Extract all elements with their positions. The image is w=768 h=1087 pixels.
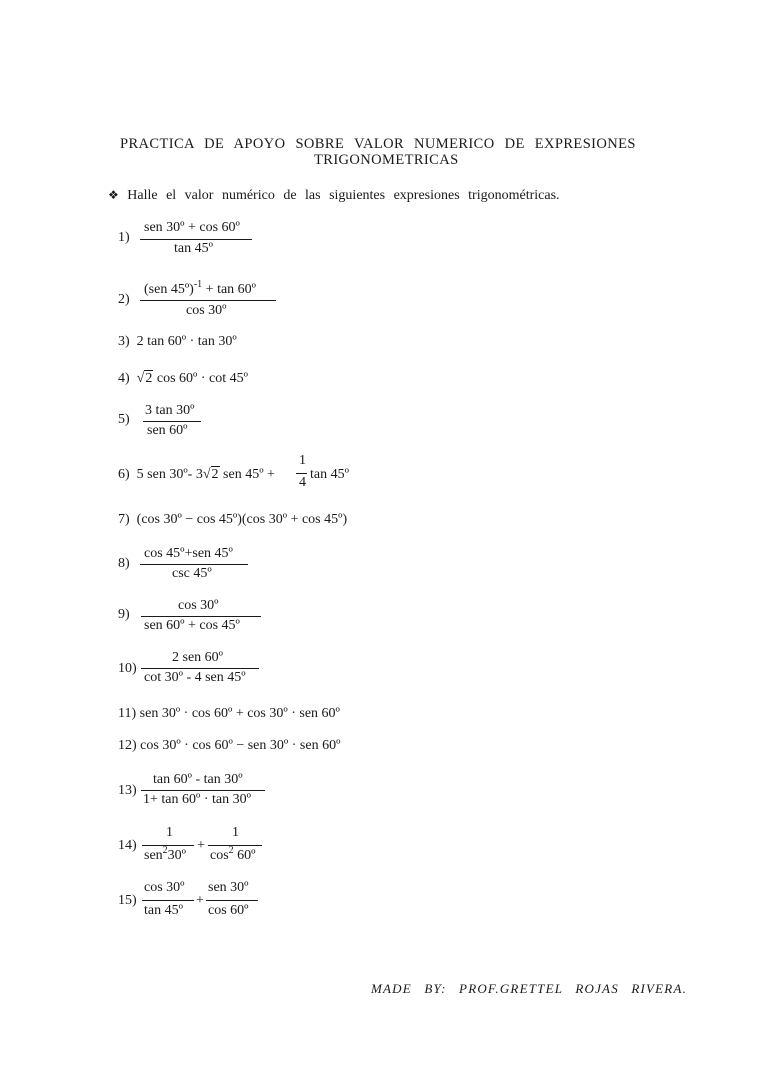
exercise-6-part-b: sen 45º + xyxy=(219,467,275,482)
exercise-1-number: 1) xyxy=(118,230,130,245)
exercise-6-number: 6) xyxy=(118,467,130,482)
exercise-8-number: 8) xyxy=(118,556,130,571)
exercise-2-numerator: (sen 45º)$^{-1}$ + tan 60º xyxy=(144,279,257,297)
exercise-6-frac-denominator: 4 xyxy=(299,475,306,490)
author-footer: MADE BY: PROF.GRETTEL ROJAS RIVERA. xyxy=(371,981,688,996)
exercise-3-expression: 2 tan 60º · tan 30º xyxy=(136,334,237,349)
exercise-11-number: 11) xyxy=(118,706,137,721)
instructions-text: Halle el valor numérico de las siguientes expresiones trigonométricas. xyxy=(127,188,560,203)
exercise-15-f1-denominator: tan 45º xyxy=(144,903,183,918)
exercise-1-numerator: sen 30º + cos 60º xyxy=(144,220,240,235)
diamond-bullet-icon: ❖ xyxy=(108,188,119,202)
exercise-15-f2-denominator: cos 60º xyxy=(208,903,249,918)
exercise-13-denominator: 1+ tan 60º · tan 30º xyxy=(143,792,251,807)
exercise-9-number: 9) xyxy=(118,607,130,622)
exercise-9-numerator: cos 30º xyxy=(178,598,219,613)
exercise-6-root: √2 xyxy=(202,467,219,482)
exercise-12 xyxy=(118,738,340,754)
exercise-6 xyxy=(118,467,275,483)
exercise-6-frac-numerator: 1 xyxy=(299,453,306,468)
exercise-5-number: 5) xyxy=(118,412,130,427)
exercise-1-denominator: tan 45º xyxy=(174,241,213,256)
exercise-12-number: 12) xyxy=(118,738,137,753)
page-title-line-1: PRACTICA DE APOYO SOBRE VALOR NUMERICO DE EXPRESIONES xyxy=(120,136,636,152)
exercise-15-f2-numerator: sen 30º xyxy=(208,880,249,895)
exercise-15-plus: + xyxy=(196,893,204,908)
exercise-11-expression: sen 30º · cos 60º + cos 30º · sen 60º xyxy=(139,706,340,721)
exercise-4-root: √2 xyxy=(136,371,153,386)
exercise-2-denominator: cos 30º xyxy=(186,303,227,318)
exercise-6-part-a: 5 sen 30º- 3 xyxy=(136,467,203,482)
exercise-15-number: 15) xyxy=(118,893,137,908)
exercise-10-number: 10) xyxy=(118,661,137,676)
exercise-4-expression: cos 60º · cot 45º xyxy=(156,371,248,386)
exercise-7-expression: (cos 30º − cos 45º)(cos 30º + cos 45º) xyxy=(136,512,348,527)
exercise-3-number: 3) xyxy=(118,334,130,349)
exercise-12-expression: cos 30º · cos 60º − sen 30º · sen 60º xyxy=(140,738,341,753)
exercise-4-number: 4) xyxy=(118,371,130,386)
exercise-14-f2-denominator: $\cos^2$ 60º xyxy=(210,845,256,863)
exercise-5-denominator: sen 60º xyxy=(147,423,188,438)
exercise-8-denominator: csc 45º xyxy=(172,566,212,581)
page-title-line-2: TRIGONOMETRICAS xyxy=(314,152,459,168)
exercise-7-number: 7) xyxy=(118,512,130,527)
exercise-14-f2-numerator: 1 xyxy=(232,825,239,840)
exercise-7 xyxy=(118,512,347,528)
exercise-9-denominator: sen 60º + cos 45º xyxy=(144,618,240,633)
exercise-8-numerator: cos 45º+sen 45º xyxy=(144,546,233,561)
instructions xyxy=(108,188,560,204)
exercise-10-numerator: 2 sen 60º xyxy=(172,650,224,665)
exercise-5-numerator: 3 tan 30º xyxy=(145,403,195,418)
exercise-14-plus: + xyxy=(197,838,205,853)
exercise-11 xyxy=(118,706,340,722)
exercise-13-number: 13) xyxy=(118,783,137,798)
exercise-14-number: 14) xyxy=(118,838,137,853)
exercise-2-number: 2) xyxy=(118,292,130,307)
exercise-14-f1-numerator: 1 xyxy=(166,825,173,840)
exercise-6-part-c: tan 45º xyxy=(310,467,349,482)
exercise-14-f1-denominator: sen$^2$30º xyxy=(144,845,187,863)
exercise-4 xyxy=(118,371,248,387)
exercise-13-numerator: tan 60º - tan 30º xyxy=(153,772,243,787)
exercise-10-denominator: cot 30º - 4 sen 45º xyxy=(144,670,246,685)
exercise-15-f1-numerator: cos 30º xyxy=(144,880,185,895)
exercise-3 xyxy=(118,334,237,350)
